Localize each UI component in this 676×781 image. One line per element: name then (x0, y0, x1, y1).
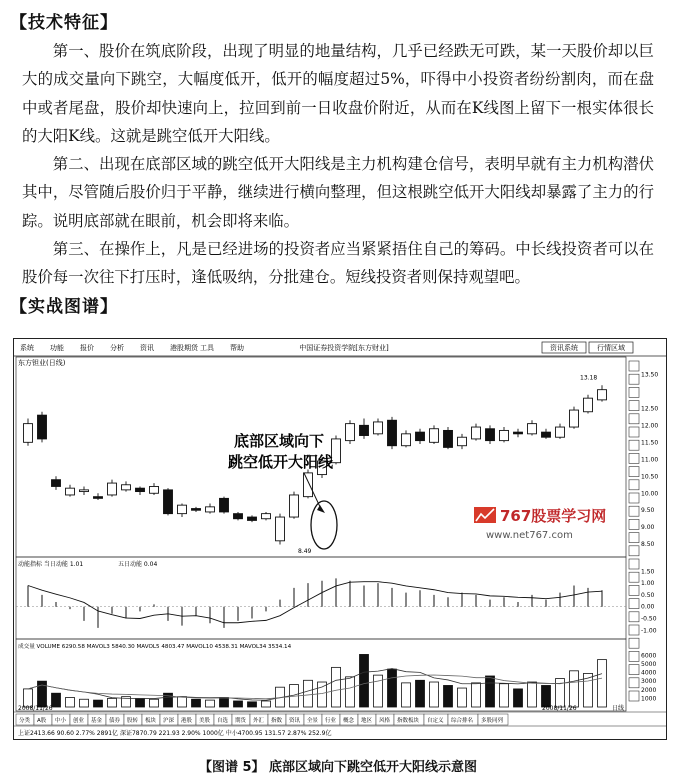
candle (136, 488, 145, 491)
candle (346, 424, 355, 441)
toolbar-button[interactable] (629, 361, 639, 371)
price-axis-label: 13.50 (641, 371, 659, 379)
bottom-tab-label: 概念 (343, 718, 355, 724)
menu-item-6[interactable]: 工具 (200, 344, 214, 352)
ticker-strip: 上证2413.66 90.60 2.77% 2891亿 深证7870.79 221.93 2.90% 1000亿 中小4700.95 131.57 2.87% 252.9亿 (18, 730, 332, 737)
toolbar-button[interactable] (629, 559, 639, 569)
candle (276, 517, 285, 541)
bottom-tab-label: 分类 (19, 718, 31, 724)
bottom-tab-label: 股转 (127, 718, 139, 724)
candle (220, 498, 229, 512)
candle (416, 432, 425, 440)
candle (584, 398, 593, 412)
bottom-tab-label: 外汇 (253, 718, 265, 724)
menu-item-2[interactable]: 报价 (80, 344, 94, 352)
bottom-tab-label: 港股 (181, 718, 193, 724)
volume-bar (52, 693, 61, 707)
volume-bar (472, 683, 481, 707)
volume-bar (136, 698, 145, 707)
bottom-tab-label: 债券 (109, 718, 121, 724)
momentum-axis-label: 0.00 (641, 603, 655, 611)
candle (150, 486, 159, 493)
section-heading-features: 【技术特征】 (10, 13, 118, 33)
bottom-tab-label: 多股同列 (481, 718, 504, 724)
volume-axis-label: 4000 (641, 669, 657, 677)
volume-bar (374, 675, 383, 707)
candle (402, 434, 411, 446)
volume-axis-label: 3000 (641, 678, 657, 686)
price-axis-label: 9.50 (641, 507, 655, 515)
candle (514, 432, 523, 434)
paragraph-3: 第三、在操作上，凡是已经进场的投资者应当紧紧捂住自己的筹码。中长线投资者可以在股价每一次往下打压时，逢低吸纳，分批建仓。短线投资者则保持观望吧。 (22, 240, 654, 287)
highlight-circle (311, 501, 337, 549)
price-axis-label: 12.50 (641, 405, 659, 413)
momentum-axis-label: 1.00 (641, 580, 655, 588)
toolbar-button[interactable] (629, 546, 639, 556)
toolbar-button[interactable] (629, 506, 639, 516)
candle (94, 497, 103, 499)
momentum-axis-label: 0.50 (641, 591, 655, 599)
volume-bar (262, 701, 271, 707)
figure-caption: 【图谱 5】 底部区域向下跳空低开大阳线示意图 (198, 760, 478, 775)
toolbar-button[interactable] (629, 691, 639, 701)
bottom-period-label: 日线 (612, 705, 625, 712)
toolbar-button[interactable] (629, 572, 639, 582)
menu-item-1[interactable]: 功能 (50, 344, 64, 352)
price-axis-label: 11.00 (641, 456, 659, 464)
bottom-tab-label: A股 (37, 718, 47, 724)
candle (262, 514, 271, 519)
volume-bar (80, 699, 89, 707)
candle (458, 437, 467, 445)
volume-bar (192, 699, 201, 707)
candle (542, 432, 551, 437)
toolbar-button[interactable] (629, 467, 639, 477)
candle (38, 415, 47, 439)
bottom-tab-label: 地区 (361, 718, 373, 724)
volume-bar (220, 698, 229, 707)
bottom-tab-label: 自定义 (427, 718, 444, 724)
chart-app-title: 中国证券投资学院[东方财业] (299, 344, 389, 352)
momentum-group (16, 578, 626, 628)
momentum-label: 动能指标 当日动能 1.01 (18, 561, 84, 568)
bottom-tab-label: 自选 (217, 718, 229, 724)
toolbar-button[interactable] (629, 665, 639, 675)
volume-bar (346, 677, 355, 707)
volume-bar (486, 676, 495, 707)
bottom-tab-label: 全景 (307, 718, 319, 724)
menu-item-0[interactable]: 系统 (20, 344, 34, 352)
candle (66, 488, 75, 495)
candle (528, 424, 537, 434)
bottom-tab-label: 指数板块 (397, 718, 420, 724)
candle (234, 514, 243, 519)
volume-bar (402, 683, 411, 707)
candle (24, 424, 33, 443)
high-price-label: 13.18 (580, 374, 598, 382)
watermark-logo-text: 767股票学习网 (500, 507, 607, 525)
volume-bar (388, 669, 397, 707)
volume-bar (416, 680, 425, 707)
candle (80, 490, 89, 492)
candle (304, 473, 313, 497)
annotation-arrow-head (317, 505, 325, 513)
toolbar-button[interactable] (629, 533, 639, 543)
volume-bar (542, 685, 551, 707)
price-axis-label: 10.50 (641, 473, 659, 481)
volume-axis-label: 5000 (641, 660, 657, 668)
toolbar-button[interactable] (629, 612, 639, 622)
volume-axis-label: 2000 (641, 686, 657, 694)
volume-bar (514, 689, 523, 707)
bottom-tab-label: 行业 (325, 718, 337, 724)
bottom-tab-label: 风格 (379, 718, 391, 724)
momentum-line (28, 582, 602, 623)
toolbar-button[interactable] (629, 440, 639, 450)
candle (430, 429, 439, 443)
volume-axis-label: 1000 (641, 695, 657, 703)
menu-item-3[interactable]: 分析 (110, 344, 124, 352)
candle (122, 485, 131, 490)
chart-menu-bar (20, 343, 244, 352)
toolbar-button[interactable] (629, 678, 639, 688)
low-price-label: 8.49 (298, 548, 312, 555)
toolbar-button[interactable] (629, 599, 639, 609)
candle (570, 410, 579, 427)
bottom-tab-label: 美股 (199, 718, 211, 724)
paragraph-1: 第一、股价在筑底阶段，出现了明显的地量结构，几乎已经跌无可跌，某一天股价却以巨大的成交量向下跳空，大幅度低开，低开的幅度超过5%，吓得中小投资者纷纷割肉，而在盘中或者尾盘，股价却快速向上，拉回到前一日收盘价附近，从而在K线图上留下一根实体很长的大阳K线。这就是跳空低开大阳线。 (22, 42, 654, 145)
momentum-value-label: 五日动能 0.04 (118, 561, 158, 568)
bottom-tab-label: 沪深 (163, 718, 175, 724)
momentum-axis-label: 1.50 (641, 568, 655, 576)
volume-label: 成交量 VOLUME 6290.58 MAVOL3 5840.30 MAVOL5 4803.47 MAVOL10 4538.31 MAVOL34 3534.14 (18, 644, 292, 650)
candle (472, 427, 481, 439)
volume-bar (500, 684, 509, 707)
toolbar-button[interactable] (629, 493, 639, 503)
bottom-tabs (16, 714, 508, 725)
price-axis-label: 8.50 (641, 541, 655, 549)
volume-bar (248, 702, 257, 707)
volume-axis (641, 652, 656, 702)
volume-bar (178, 697, 187, 707)
volume-bar (458, 688, 467, 707)
toolbar-button[interactable] (629, 427, 639, 437)
candle (486, 429, 495, 441)
candle (388, 420, 397, 445)
candle (52, 480, 61, 487)
annotation-line-2: 跳空低开大阳线 (228, 453, 334, 471)
momentum-axis (641, 568, 657, 634)
candle (164, 490, 173, 514)
price-axis-label: 12.00 (641, 422, 659, 430)
bottom-tab-label: 期货 (235, 718, 247, 724)
bottom-tab-label: 基金 (91, 718, 103, 724)
bottom-tab-label: 综合排名 (451, 718, 474, 724)
toolbar-button[interactable] (629, 480, 639, 490)
toolbar-button[interactable] (629, 585, 639, 595)
bottom-tab-label: 中小 (55, 718, 67, 724)
toolbar-button[interactable] (629, 519, 639, 529)
candle (598, 390, 607, 400)
volume-group (24, 654, 607, 707)
bottom-tab-label: 指数 (271, 718, 283, 724)
price-axis (641, 371, 658, 548)
volume-bar (360, 654, 369, 707)
volume-bar (430, 682, 439, 707)
momentum-axis-label: -1.00 (641, 627, 657, 635)
price-axis-label: 9.00 (641, 524, 655, 532)
candle (108, 483, 117, 495)
candle (444, 430, 453, 447)
toolbar-button[interactable] (629, 453, 639, 463)
candle (360, 425, 369, 435)
candle (556, 427, 565, 437)
paragraph-2: 第二、出现在底部区域的跳空低开大阳线是主力机构建仓信号，表明早就有主力机构潜伏其中，尽管随后股价归于平静，继续进行横向整理，但这根跳空低开大阳线却暴露了主力的行踪。说明底部就在眼前，机会即将来临。 (22, 155, 654, 230)
toolbar-button[interactable] (629, 374, 639, 384)
momentum-axis-label: -0.50 (641, 615, 657, 623)
volume-bar (234, 701, 243, 707)
volume-bar (150, 699, 159, 707)
quote-area-button-label: 行情区域 (597, 344, 625, 352)
stock-chart-figure (13, 338, 667, 740)
volume-bar (444, 685, 453, 707)
volume-bar (528, 682, 537, 707)
toolbar-button[interactable] (629, 638, 639, 648)
toolbar-button[interactable] (629, 387, 639, 397)
annotation-line-1: 底部区域向下 (234, 432, 325, 450)
volume-axis-label: 6000 (641, 652, 657, 660)
volume-bar (598, 660, 607, 707)
watermark-url: www.net767.com (486, 530, 573, 541)
toolbar-button[interactable] (629, 625, 639, 635)
toolbar-button[interactable] (629, 414, 639, 424)
candle (192, 509, 201, 511)
bottom-tab-label: 资讯 (289, 718, 301, 724)
volume-bar (570, 671, 579, 707)
price-axis-label: 11.50 (641, 439, 659, 447)
volume-bar (94, 700, 103, 707)
toolbar-button[interactable] (629, 401, 639, 411)
toolbar-button[interactable] (629, 651, 639, 661)
menu-item-5[interactable]: 港股期货 (170, 344, 198, 352)
volume-bar (304, 680, 313, 707)
info-system-button-label: 资讯系统 (550, 344, 578, 352)
bottom-tab-label: 板块 (145, 718, 157, 724)
stock-chart-svg (14, 339, 666, 739)
chart-side-toolbar (629, 361, 639, 701)
stock-label: 东方钽业(日线) (18, 359, 66, 367)
candle (374, 422, 383, 434)
price-axis-label: 10.00 (641, 490, 659, 498)
watermark-logo (474, 507, 606, 525)
candle (500, 430, 509, 440)
bottom-left-date: 2008/11/26 (18, 705, 53, 712)
menu-item-4[interactable]: 资讯 (140, 344, 154, 352)
bottom-tab-label: 创业 (73, 718, 85, 724)
volume-bar (332, 667, 341, 707)
candle (248, 517, 257, 520)
volume-bar (206, 700, 215, 707)
section-heading-chart: 【实战图谱】 (10, 297, 118, 317)
candle (290, 495, 299, 517)
candle (206, 507, 215, 512)
volume-bar (66, 698, 75, 707)
bottom-date: 2008/11/26 (542, 705, 577, 712)
volume-bar (108, 698, 117, 707)
menu-item-7[interactable]: 帮助 (230, 344, 244, 352)
candle (178, 505, 187, 513)
